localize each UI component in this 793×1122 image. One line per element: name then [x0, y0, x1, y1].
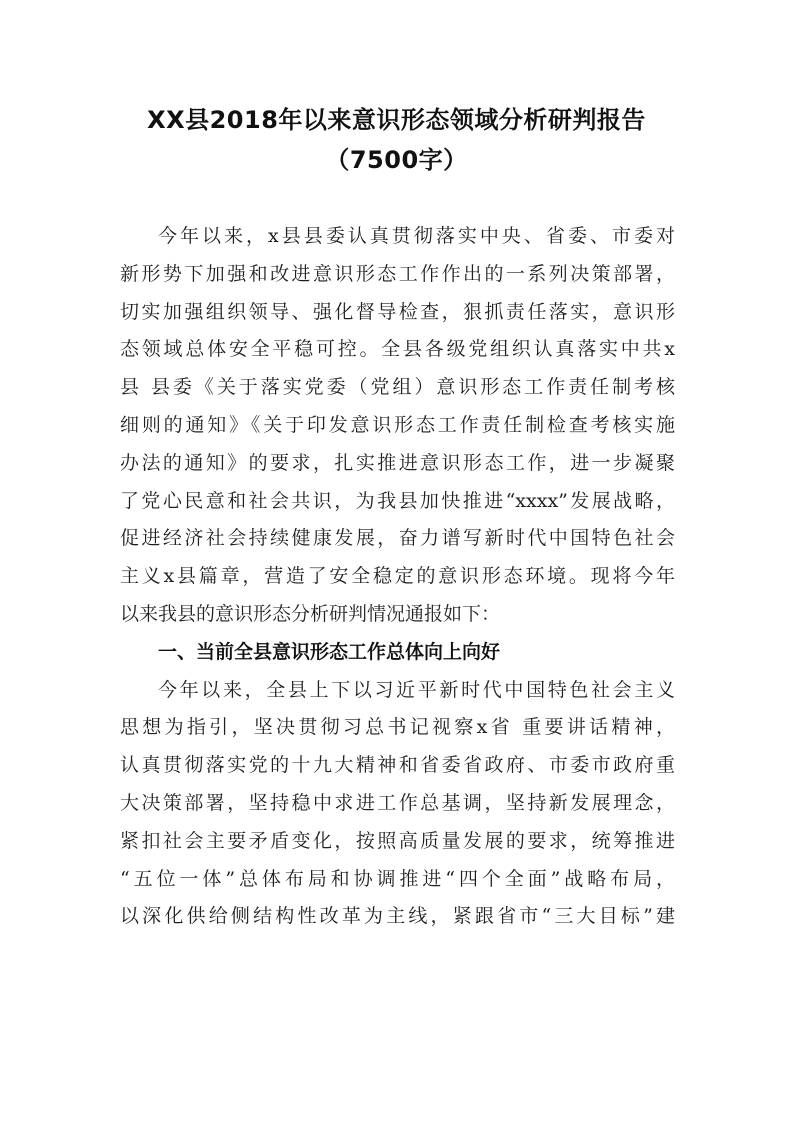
paragraph-line: 大决策部署，坚持稳中求进工作总基调，坚持新发展理念， [120, 791, 675, 814]
paragraph-line: 态领域总体安全平稳可控。全县各级党组织认真落实中共x [120, 338, 675, 361]
paragraph-line: “五位一体”总体布局和协调推进“四个全面”战略布局， [120, 867, 675, 890]
document-title: XX县2018年以来意识形态领域分析研判报告 [147, 106, 646, 134]
paragraph-line: 县 县委《关于落实党委（党组）意识形态工作责任制考核 [120, 376, 675, 399]
paragraph-line: 今年以来，全县上下以习近平新时代中国特色社会主义 [158, 678, 675, 701]
paragraph-line: 细则的通知》《关于印发意识形态工作责任制检查考核实施 [120, 413, 675, 436]
paragraph-line: 了党心民意和社会共识，为我县加快推进“xxxx”发展战略， [120, 489, 675, 512]
paragraph-line: 切实加强组织领导、强化督导检查，狠抓责任落实，意识形 [120, 300, 675, 323]
section-heading: 一、当前全县意识形态工作总体向上向好 [158, 640, 501, 663]
paragraph-line: 紧扣社会主要矛盾变化，按照高质量发展的要求，统筹推进 [120, 829, 675, 852]
paragraph-line: 促进经济社会持续健康发展，奋力谱写新时代中国特色社会 [120, 527, 675, 550]
paragraph-line: 思想为指引，坚决贯彻习总书记视察x省 重要讲话精神， [120, 716, 675, 739]
document-title-wordcount: （7500字） [325, 146, 468, 174]
paragraph-line: 主义x县篇章，营造了安全稳定的意识形态环境。现将今年 [120, 565, 675, 588]
paragraph-line: 认真贯彻落实党的十九大精神和省委省政府、市委市政府重 [120, 754, 675, 777]
paragraph-line: 办法的通知》的要求，扎实推进意识形态工作，进一步凝聚 [120, 451, 675, 474]
paragraph-line: 以来我县的意识形态分析研判情况通报如下： [120, 602, 501, 625]
paragraph-line: 新形势下加强和改进意识形态工作作出的一系列决策部署， [120, 262, 675, 285]
document-body [120, 218, 675, 936]
paragraph-line: 今年以来，x县县委认真贯彻落实中央、省委、市委对 [158, 225, 675, 247]
paragraph-line: 以深化供给侧结构性改革为主线，紧跟省市“三大目标”建 [120, 905, 675, 928]
